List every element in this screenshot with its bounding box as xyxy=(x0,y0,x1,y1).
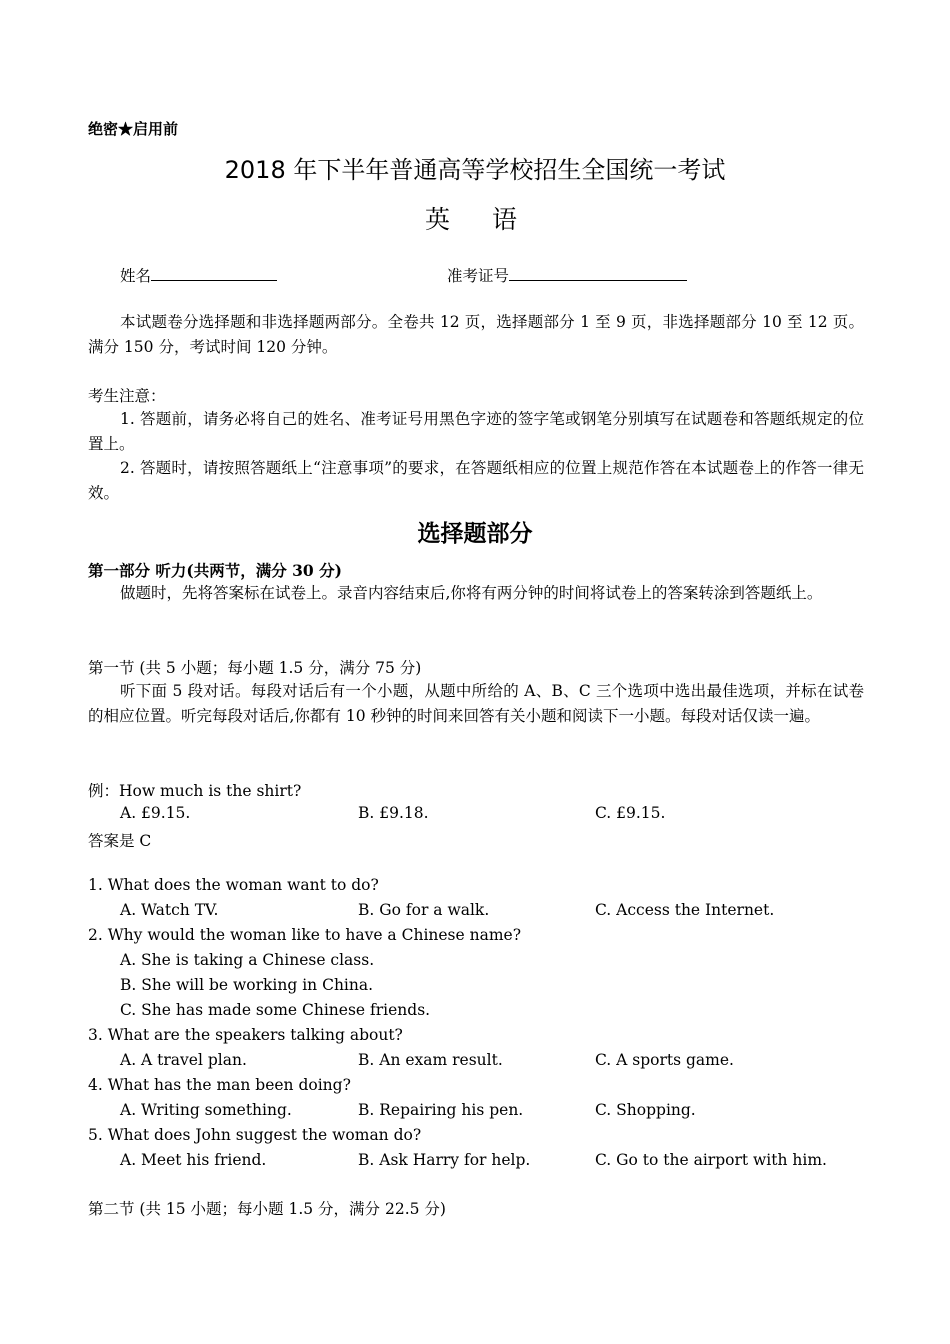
question-3-option-c: C. A sports game. xyxy=(595,1051,734,1069)
question-3-option-a: A. A travel plan. xyxy=(120,1051,247,1069)
question-2-option-a: A. She is taking a Chinese class. xyxy=(120,951,375,969)
question-1-option-a: A. Watch TV. xyxy=(120,901,219,919)
exam-id-label: 准考证号 xyxy=(447,267,510,285)
subject-char-1: 英 xyxy=(424,205,458,234)
question-2-option-c: C. She has made some Chinese friends. xyxy=(120,1001,431,1019)
confidential-label: 绝密★启用前 xyxy=(88,120,179,138)
subject-char-2: 语 xyxy=(492,205,526,234)
sub1-heading: 第一节 (共 5 小题；每小题 1.5 分，满分 75 分) xyxy=(88,659,422,677)
subject-title xyxy=(0,200,950,236)
section-title: 选择题部分 xyxy=(417,521,533,547)
part1-heading: 第一部分 听力(共两节，满分 30 分) xyxy=(88,561,342,580)
question-3: 3. What are the speakers talking about? xyxy=(88,1026,403,1044)
example-option-c: C. £9.15. xyxy=(595,804,666,822)
question-5-option-c: C. Go to the airport with him. xyxy=(595,1151,827,1169)
question-4-option-b: B. Repairing his pen. xyxy=(358,1101,524,1119)
question-3-option-b: B. An exam result. xyxy=(358,1051,503,1069)
question-1: 1. What does the woman want to do? xyxy=(88,876,379,894)
part1-instructions: 做题时，先将答案标在试卷上。录音内容结束后,你将有两分钟的时间将试卷上的答案转涂到答题纸上。 xyxy=(120,584,823,602)
question-2: 2. Why would the woman like to have a Chinese name? xyxy=(88,926,522,944)
sub2-heading: 第二节 (共 15 小题；每小题 1.5 分，满分 22.5 分) xyxy=(88,1200,446,1218)
question-2-option-b: B. She will be working in China. xyxy=(120,976,374,994)
question-1-option-b: B. Go for a walk. xyxy=(358,901,490,919)
question-1-option-c: C. Access the Internet. xyxy=(595,901,775,919)
question-4: 4. What has the man been doing? xyxy=(88,1076,351,1094)
question-5: 5. What does John suggest the woman do? xyxy=(88,1126,422,1144)
sub1-instructions: 听下面 5 段对话。每段对话后有一个小题，从题中所给的 A、B、C 三个选项中选出最佳选项，并标在试卷的相应位置。听完每段对话后,你都有 10 秒钟的时间来回答有关小题和阅读下一小题。每段对话仅读一遍。 xyxy=(88,682,864,725)
question-5-option-a: A. Meet his friend. xyxy=(120,1151,267,1169)
name-label: 姓名 xyxy=(120,267,152,285)
example-question: 例：How much is the shirt? xyxy=(88,782,302,800)
example-option-a: A. £9.15. xyxy=(120,804,191,822)
notice-item-1: 1. 答题前，请务必将自己的姓名、准考证号用黑色字迹的签字笔或钢笔分别填写在试题卷和答题纸规定的位置上。 xyxy=(88,410,864,453)
name-blank[interactable] xyxy=(151,266,277,281)
intro-paragraph: 本试题卷分选择题和非选择题两部分。全卷共 12 页，选择题部分 1 至 9 页，非选择题部分 10 至 12 页。满分 150 分，考试时间 120 分钟。 xyxy=(88,313,864,356)
example-answer: 答案是 C xyxy=(88,832,152,850)
question-4-option-a: A. Writing something. xyxy=(120,1101,292,1119)
exam-title: 2018 年下半年普通高等学校招生全国统一考试 xyxy=(224,156,726,184)
question-5-option-b: B. Ask Harry for help. xyxy=(358,1151,531,1169)
exam-id-field[interactable] xyxy=(447,264,687,286)
notice-item-2: 2. 答题时，请按照答题纸上“注意事项”的要求，在答题纸相应的位置上规范作答在本试题卷上的作答一律无效。 xyxy=(88,459,864,502)
exam-id-blank[interactable] xyxy=(509,266,687,281)
example-option-b: B. £9.18. xyxy=(358,804,429,822)
notice-heading: 考生注意： xyxy=(88,387,166,405)
question-4-option-c: C. Shopping. xyxy=(595,1101,696,1119)
name-field[interactable] xyxy=(120,264,277,286)
